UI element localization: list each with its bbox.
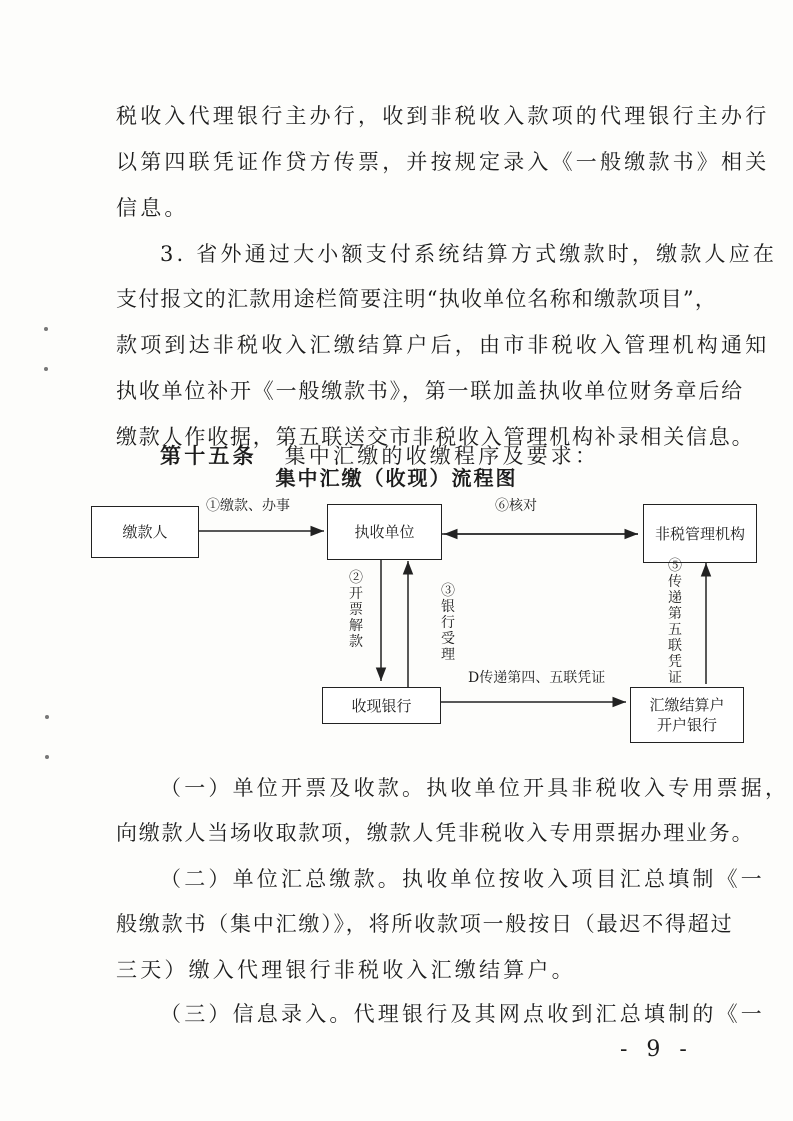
scan-mark	[44, 327, 48, 331]
edge-label-verify: ⑥核对	[495, 498, 537, 514]
paragraph-line: 支付报文的汇款用途栏简要注明“执收单位名称和缴款项目”，	[116, 287, 718, 311]
paragraph-line: 般缴款书（集中汇缴）》，将所收款项一般按日（最迟不得超过	[116, 912, 734, 936]
article-text: 集中汇缴的收缴程序及要求：	[284, 444, 600, 468]
edge-label-pay: ①缴款、办事	[206, 498, 290, 514]
paragraph-line: 3. 省外通过大小额支付系统结算方式缴款时，缴款人应在	[160, 242, 778, 266]
edge-label-fifth-copy: ⑤传递第五联凭证	[668, 558, 682, 686]
flowchart-title: 集中汇缴（收现）流程图	[275, 466, 518, 490]
paragraph-line: 向缴款人当场收取款项，缴款人凭非税收入专用票据办理业务。	[116, 821, 755, 845]
edge-label-accept: ③银行受理	[441, 583, 455, 663]
paragraph-line: （二）单位汇总缴款。执收单位按收入项目汇总填制《一	[160, 867, 765, 891]
scan-mark	[44, 367, 48, 371]
node-collector: 执收单位	[327, 504, 442, 560]
paragraph-line: （三）信息录入。代理银行及其网点收到汇总填制的《一	[160, 1002, 765, 1026]
paragraph-line: 税收入代理银行主办行，收到非税收入款项的代理银行主办行	[116, 104, 770, 128]
paragraph-line: 信息。	[116, 196, 189, 220]
edge-label-issue: ②开票解款	[349, 570, 363, 650]
paragraph-line: （一）单位开票及收款。执收单位开具非税收入专用票据，	[160, 776, 790, 800]
paragraph-line: 缴款人作收据，第五联送交市非税收入管理机构补录相关信息。	[116, 425, 755, 449]
article-heading: 第十五条	[160, 443, 257, 468]
paragraph-line: 执收单位补开《一般缴款书》，第一联加盖执收单位财务章后给	[116, 379, 744, 403]
page-number: - 9 -	[620, 1037, 693, 1062]
paragraph-line: 三天）缴入代理银行非税收入汇缴结算户。	[116, 958, 576, 982]
scan-mark	[45, 755, 49, 759]
node-admin: 非税管理机构	[643, 504, 757, 563]
scan-mark	[45, 715, 49, 719]
node-payer: 缴款人	[91, 506, 199, 558]
edge-label-transfer: D传递第四、五联凭证	[468, 670, 606, 686]
node-bank: 收现银行	[322, 687, 441, 724]
paragraph-line: 款项到达非税收入汇缴结算户后，由市非税收入管理机构通知	[116, 333, 770, 357]
paragraph-line: 以第四联凭证作贷方传票，并按规定录入《一般缴款书》相关	[116, 150, 770, 174]
node-account-bank: 汇缴结算户 开户银行	[630, 687, 744, 743]
